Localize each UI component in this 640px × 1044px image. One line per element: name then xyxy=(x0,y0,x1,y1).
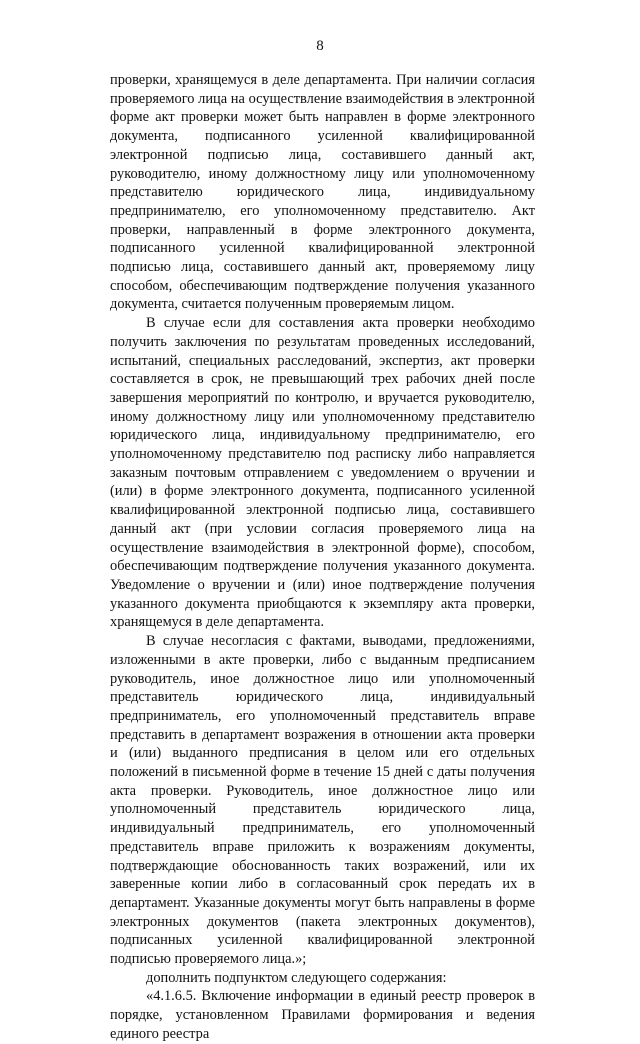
paragraph-objections: В случае несогласия с фактами, выводами, предложениями, изложенными в акте проверки, либо с выданным предписанием руководитель, иное должностное лицо или уполномоченный представитель юридического лица, индивидуальный предприниматель, его уполномоченный представитель вправе представить в департамент возражения в отношении акта проверки и (или) выданного предписания в целом или его отдельных положений в письменной форме в течение 15 дней с даты получения акта проверки. Руководитель, иное должностное лицо или уполномоченный представитель юридического лица, индивидуальный предприниматель, его уполномоченный представитель вправе приложить к возражениям документы, подтверждающие обоснованность таких возражений, или их заверенные копии либо в согласованный срок передать их в департамент. Указанные документы могут быть направлены в форме электронных документов (пакета электронных документов), подписанных усиленной квалифицированной электронной подписью проверяемого лица.»; xyxy=(110,633,535,968)
paragraph-expert-conclusions: В случае если для составления акта проверки необходимо получить заключения по результатам проведенных исследований, испытаний, специальных расследований, экспертиз, акт проверки составляется в срок, не превышающий трех рабочих дней после завершения мероприятий по контролю, и вручается руководителю, иному должностному лицу или уполномоченному представителю юридического лица, индивидуальному предпринимателю, его уполномоченному представителю под расписку либо направляется заказным почтовым отправлением с уведомлением о вручении и (или) в форме электронного документа, подписанного усиленной квалифицированной электронной подписью лица, составившего данный акт (при условии согласия проверяемого лица на осуществление взаимодействия в электронной форме), способом, обеспечивающим подтверждение получения указанного документа. Уведомление о вручении и (или) иное подтверждение получения указанного документа приобщаются к экземпляру акта проверки, хранящемуся в деле департамента. xyxy=(110,315,535,631)
paragraph-amendment-intro: дополнить подпунктом следующего содержания: xyxy=(146,969,447,986)
document-body xyxy=(110,71,535,1044)
page-number: 8 xyxy=(316,38,324,54)
paragraph-subclause-4-1-6-5: «4.1.6.5. Включение информации в единый реестр проверок в порядке, установленном Правилами формирования и ведения единого реестра xyxy=(110,988,535,1042)
paragraph-continuation: проверки, хранящемуся в деле департамента. При наличии согласия проверяемого лица на осуществление взаимодействия в электронной форме акт проверки может быть направлен в форме электронного документа, подписанного усиленной квалифицированной электронной подписью лица, составившего данный акт, руководителю, иному должностному лицу или уполномоченному представителю юридического лица, индивидуальному предпринимателю, его уполномоченному представителю. Акт проверки, направленный в форме электронного документа, подписанного усиленной квалифицированной электронной подписью лица, составившего данный акт, проверяемому лицу способом, обеспечивающим подтверждение получения указанного документа, считается полученным проверяемым лицом. xyxy=(110,72,535,313)
